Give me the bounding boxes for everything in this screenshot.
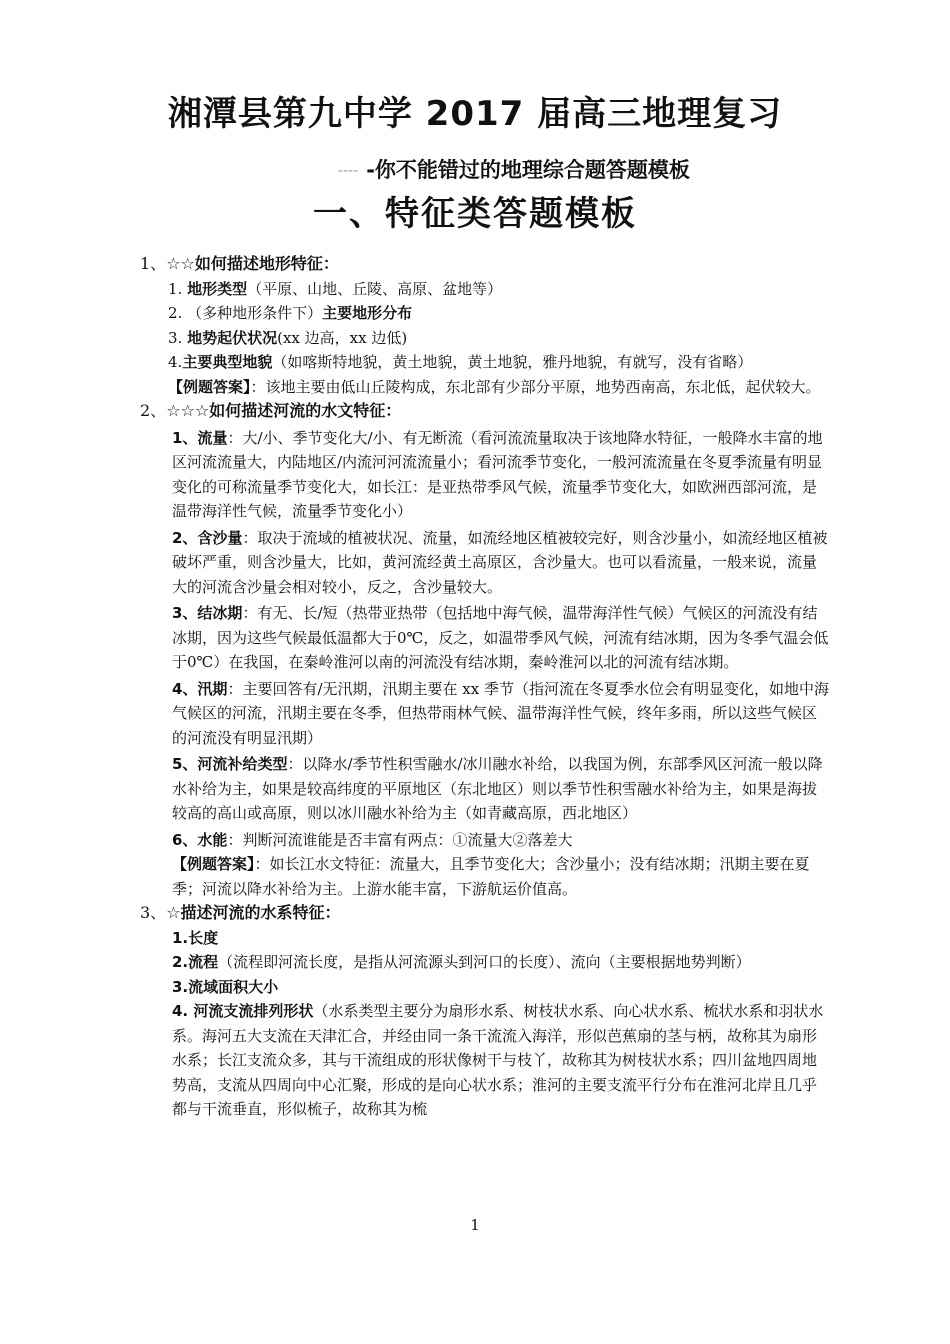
answer-label: 【例题答案】	[172, 855, 255, 873]
q3-item-length: 1.长度	[172, 928, 219, 947]
q3-item-tributary-pattern: 4. 河流支流排列形状（水系类型主要分为扇形水系、树枝状水系、向心状水系、梳状水系和羽状水系。海河五大支流在天津汇合，并经由同一条干流流入海洋，形似芭蕉扇的茎与柄，故称其为扇形水系；长江支流众多，其与干流组成的形状像树干与枝丫，故称其为树枝状水系；四川盆地四周地势高，支流从四周向中心汇聚，形成的是向心状水系；淮河的主要支流平行分布在淮河北岸且几乎都与干流垂直，形似梳子，故称其为梳	[172, 1002, 824, 1118]
q2-item-hydropower: 6、水能：判断河流谁能是否丰富有两点：①流量大②落差大	[172, 830, 573, 849]
section-title: 一、特征类答题模板	[313, 194, 637, 234]
q1-item-4: 4.主要典型地貌（如喀斯特地貌，黄土地貌，黄土地貌，雅丹地貌，有就写，没有省略）	[168, 353, 753, 371]
q2-item-freeze: 3、结冰期：有无、长/短（热带亚热带（包括地中海气候，温带海洋性气候）气候区的河流没有结冰期，因为这些气候最低温都大于0℃，反之，如温带季风气候，河流有结冰期，因为冬季气温会低于0℃）在我国，在秦岭淮河以南的河流没有结冰期，秦岭淮河以北的河流有结冰期。	[172, 604, 829, 671]
page-number: 1	[470, 1216, 480, 1234]
q2-item-supply: 5、河流补给类型：以降水/季节性积雪融水/冰川融水补给，以我国为例，东部季风区河流一般以降水补给为主，如果是较高纬度的平原地区（东北地区）则以季节性积雪融水补给为主，如果是海拔较高的高山或高原，则以冰川融水补给为主（如青藏高原，西北地区）	[172, 755, 823, 822]
q3-heading	[140, 901, 830, 926]
q1-item-2: 2. （多种地形条件下）主要地形分布	[168, 304, 413, 322]
q1-item-3: 3. 地势起伏状况(xx 边高，xx 边低)	[168, 328, 408, 347]
answer-label: 【例题答案】	[168, 377, 251, 396]
q2-item-sediment: 2、含沙量：取决于流域的植被状况、流量，如流经地区植被较完好，则含沙量小，如流经地区植被破坏严重，则含沙量大，比如，黄河流经黄土高原区，含沙量大。也可以看流量，一般来说，流量大的河流含沙量会相对较小，反之，含沙量较大。	[172, 528, 828, 596]
q2-heading-text: ☆☆☆如何描述河流的水文特征：	[166, 401, 402, 420]
q3-number: 3、	[140, 903, 167, 922]
q2-answer: 【例题答案】：如长江水文特征：流量大，且季节变化大；含沙量小；没有结冰期；汛期主要在夏季；河流以降水补给为主。上游水能丰富，下游航运价值高。	[172, 855, 810, 898]
document-subtitle	[338, 154, 690, 184]
q3-item-basin-area: 3.流域面积大小	[172, 977, 279, 996]
q1-heading	[140, 252, 830, 277]
q1-item-1: 1. 地形类型（平原、山地、丘陵、高原、盆地等）	[168, 279, 503, 298]
q3-item-course: 2.流程（流程即河流长度，是指从河流源头到河口的长度）、流向（主要根据地势判断）	[172, 953, 751, 971]
document-title: 湘潭县第九中学 2017 届高三地理复习	[167, 94, 783, 134]
q1-number: 1、	[140, 254, 167, 273]
q1-answer: 【例题答案】：该地主要由低山丘陵构成，东北部有少部分平原，地势西南高，东北低，起伏较大。	[168, 377, 821, 396]
q2-item-flood: 4、汛期：主要回答有/无汛期，汛期主要在 xx 季节（指河流在冬夏季水位会有明显变化，如地中海气候区的河流，汛期主要在冬季，但热带雨林气候、温带海洋性气候，终年多雨，所以这些气候区的河流没有明显汛期）	[172, 679, 829, 747]
subtitle-text: -你不能错过的地理综合题答题模板	[366, 158, 690, 182]
document-body	[140, 252, 830, 1122]
q2-heading	[140, 399, 830, 424]
q3-heading-text: ☆描述河流的水系特征：	[166, 903, 341, 922]
q1-heading-text: ☆☆如何描述地形特征：	[166, 254, 339, 273]
subtitle-dashes: ----	[338, 163, 359, 179]
q2-item-flow: 1、流量：大/小、季节变化大/小、有无断流（看河流流量取决于该地降水特征，一般降水丰富的地区河流流量大，内陆地区/内流河河流流量小；看河流季节变化，一般河流流量在冬夏季流量有明显变化的可称流量季节变化大，如长江：是亚热带季风气候，流量季节变化大，如欧洲西部河流，是温带海洋性气候，流量季节变化小）	[172, 428, 823, 520]
q2-number: 2、	[140, 401, 167, 420]
